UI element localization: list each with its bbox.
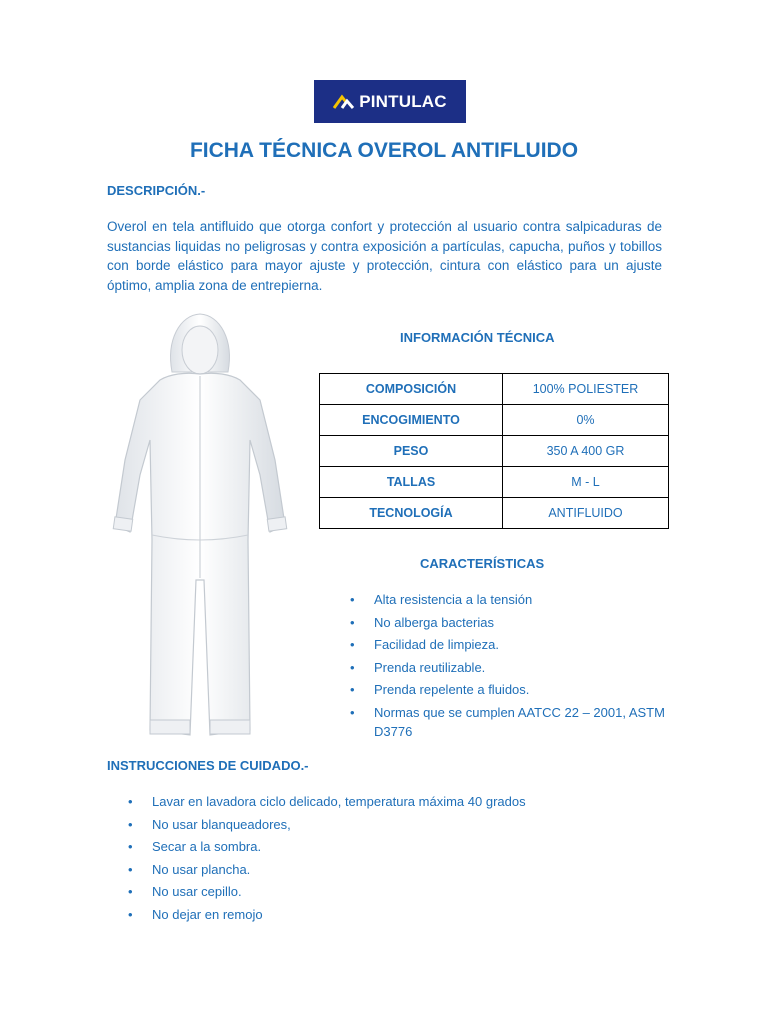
list-item: • No dejar en remojo <box>126 905 646 925</box>
list-item: • Normas que se cumplen AATCC 22 – 2001, ASTM D3776 <box>348 703 678 742</box>
table-row <box>320 374 669 405</box>
spec-value: 0% <box>503 405 669 436</box>
pintulac-logo <box>314 80 466 123</box>
spec-key: TALLAS <box>320 467 503 498</box>
care-heading: INSTRUCCIONES DE CUIDADO.- <box>107 758 309 773</box>
list-item: • Prenda reutilizable. <box>348 658 678 678</box>
features-list <box>348 590 678 745</box>
spec-value: 350 A 400 GR <box>503 436 669 467</box>
spec-key: TECNOLOGÍA <box>320 498 503 529</box>
list-item: • Facilidad de limpieza. <box>348 635 678 655</box>
care-list <box>126 792 646 927</box>
list-item: • No alberga bacterias <box>348 613 678 633</box>
coverall-product-image <box>100 310 295 750</box>
list-item: • Lavar en lavadora ciclo delicado, temperatura máxima 40 grados <box>126 792 646 812</box>
table-row <box>320 405 669 436</box>
spec-key: PESO <box>320 436 503 467</box>
list-item: • No usar plancha. <box>126 860 646 880</box>
page-title: FICHA TÉCNICA OVEROL ANTIFLUIDO <box>189 139 579 162</box>
spec-value: ANTIFLUIDO <box>503 498 669 529</box>
list-item: • No usar cepillo. <box>126 882 646 902</box>
spec-key: ENCOGIMIENTO <box>320 405 503 436</box>
table-row <box>320 467 669 498</box>
description-heading: DESCRIPCIÓN.- <box>107 183 206 198</box>
table-row <box>320 436 669 467</box>
list-item: • Prenda repelente a fluidos. <box>348 680 678 700</box>
tech-info-table <box>319 373 669 529</box>
tech-info-heading: INFORMACIÓN TÉCNICA <box>400 330 555 345</box>
table-row <box>320 498 669 529</box>
list-item: • No usar blanqueadores, <box>126 815 646 835</box>
spec-value: 100% POLIESTER <box>503 374 669 405</box>
logo-text: PINTULAC <box>359 91 447 111</box>
logo-mark-icon <box>333 94 355 110</box>
features-heading: CARACTERÍSTICAS <box>420 556 545 571</box>
list-item: • Secar a la sombra. <box>126 837 646 857</box>
list-item: • Alta resistencia a la tensión <box>348 590 678 610</box>
spec-value: M - L <box>503 467 669 498</box>
spec-key: COMPOSICIÓN <box>320 374 503 405</box>
description-text: Overol en tela antifluido que otorga confort y protección al usuario contra salpicaduras de sustancias liquidas no peligrosas y contra exposición a partículas, capucha, puños y tobillos con borde elástico para mayor ajuste y protección, cintura con elástico para un ajuste óptimo, amplia zona de entrepierna. <box>107 219 662 293</box>
